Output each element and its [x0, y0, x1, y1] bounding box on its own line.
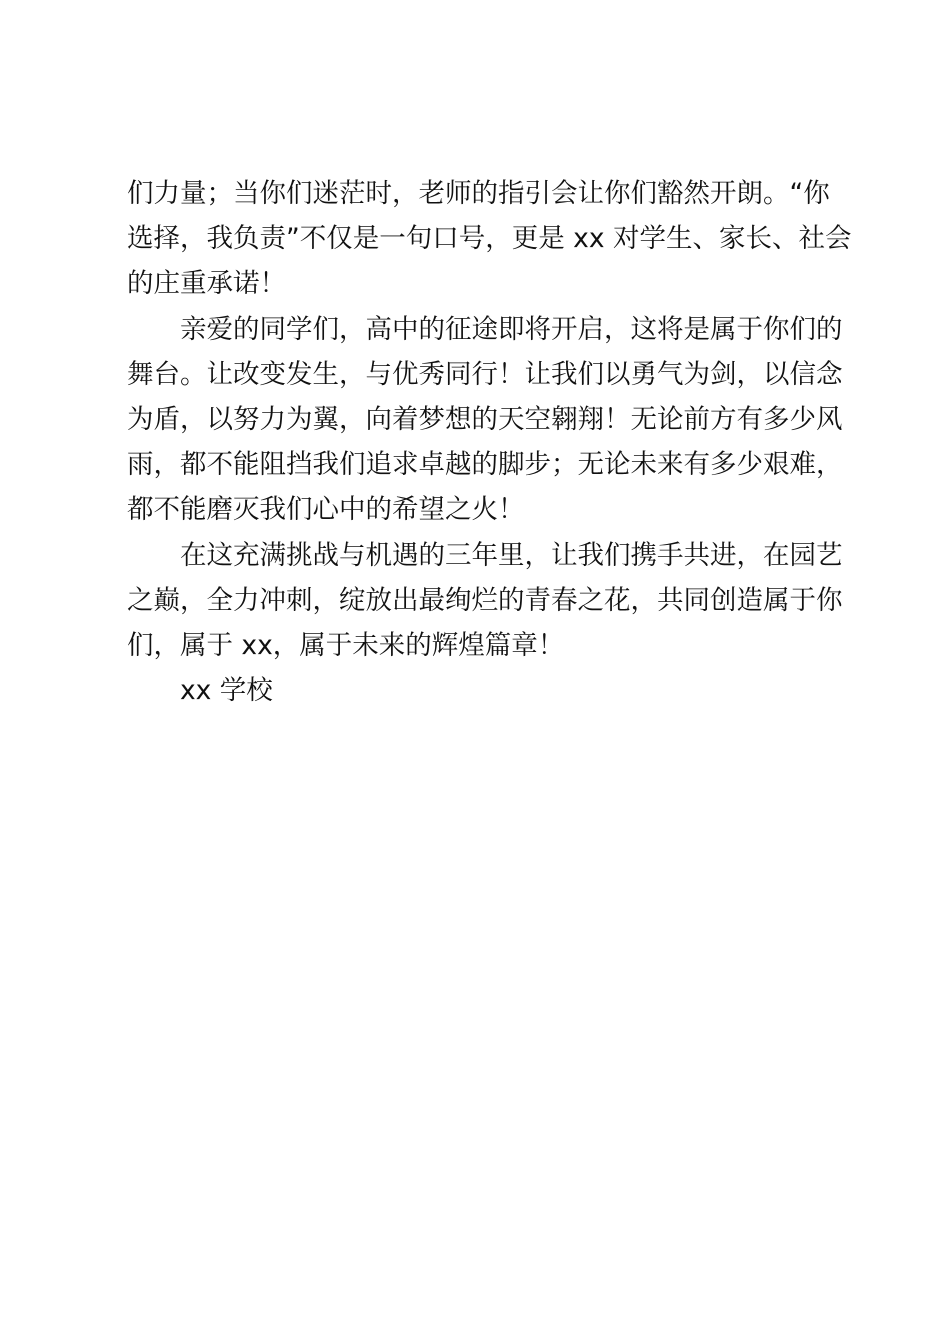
paragraph-line: 亲爱的同学们，高中的征途即将开启，这将是属于你们的 [180, 313, 843, 345]
paragraph-line: 的庄重承诺！ [127, 268, 286, 300]
signature: xx 学校 [180, 675, 273, 707]
paragraph-2 [127, 307, 843, 533]
document-body [127, 171, 852, 713]
paragraph-line: 选择，我负责”不仅是一句口号，更是 xx 对学生、家长、社会 [127, 223, 852, 255]
paragraph-3 [127, 533, 843, 669]
paragraph-line: 之巅，全力冲刺，绽放出最绚烂的青春之花，共同创造属于你 [127, 584, 843, 616]
paragraph-line: 都不能磨灭我们心中的希望之火！ [127, 494, 525, 526]
paragraph-line: 舞台。让改变发生，与优秀同行！让我们以勇气为剑，以信念 [127, 358, 843, 390]
paragraph-line: 们力量；当你们迷茫时，老师的指引会让你们豁然开朗。“你 [127, 178, 830, 209]
paragraph-line: 为盾，以努力为翼，向着梦想的天空翱翔！无论前方有多少风 [127, 404, 843, 436]
paragraph-line: 雨，都不能阻挡我们追求卓越的脚步；无论未来有多少艰难， [127, 449, 843, 481]
paragraph-line: 在这充满挑战与机遇的三年里，让我们携手共进，在园艺 [180, 539, 843, 571]
paragraph-line: 们，属于 xx，属于未来的辉煌篇章！ [127, 630, 565, 662]
paragraph-1 [127, 171, 852, 307]
